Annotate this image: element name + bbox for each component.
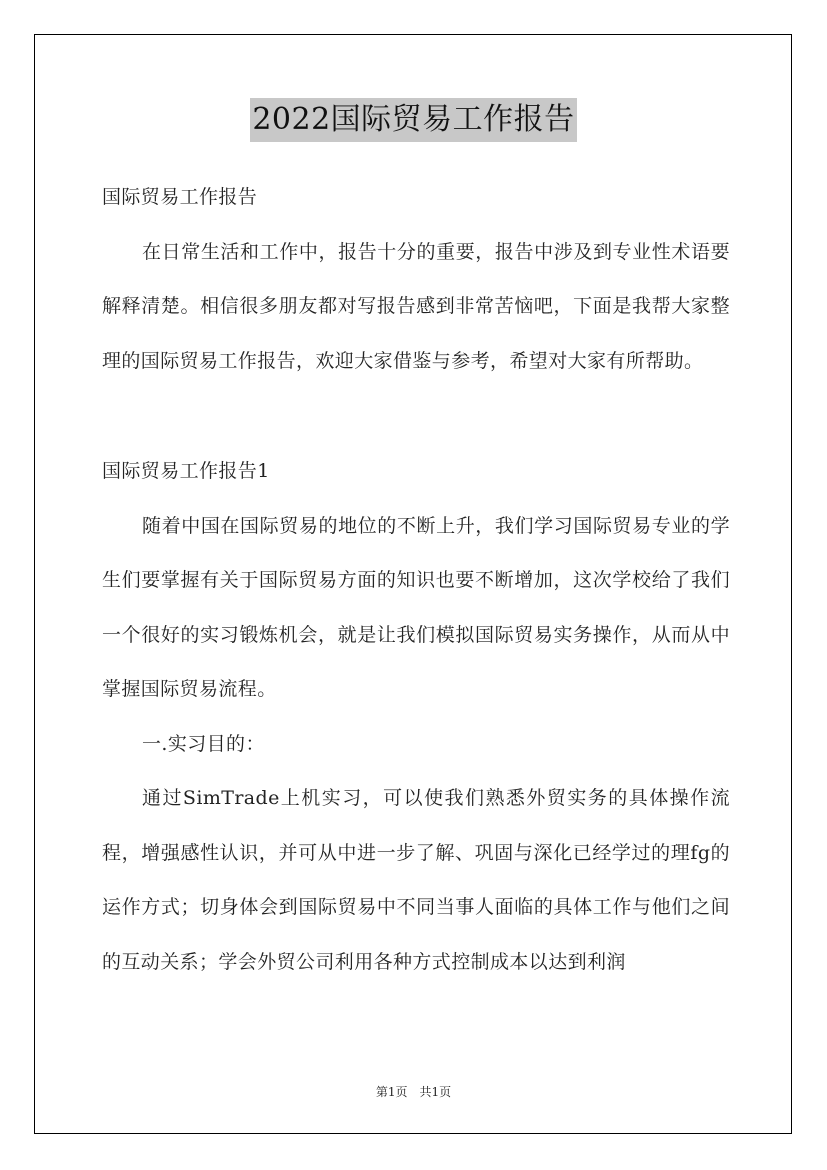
section1-heading: 国际贸易工作报告1: [102, 460, 270, 482]
title-container: [0, 98, 827, 142]
document-body: [102, 170, 730, 989]
paragraph-gap: [102, 388, 730, 444]
intro-heading: 国际贸易工作报告: [102, 186, 258, 208]
document-title: 2022国际贸易工作报告: [250, 98, 576, 142]
section1-paragraph: 随着中国在国际贸易的地位的不断上升，我们学习国际贸易专业的学生们要掌握有关于国际贸易方面的知识也要不断增加，这次学校给了我们一个很好的实习锻炼机会，就是让我们模拟国际贸易实务操作，从而从中掌握国际贸易流程。: [102, 514, 730, 700]
page-footer: 第1页 共1页: [375, 1085, 452, 1099]
purpose-paragraph: 通过SimTrade上机实习，可以使我们熟悉外贸实务的具体操作流程，增强感性认识，并可从中进一步了解、巩固与深化已经学过的理fg的运作方式；切身体会到国际贸易中不同当事人面临的具体工作与他们之间的互动关系；学会外贸公司利用各种方式控制成本以达到利润: [102, 787, 730, 973]
intro-paragraph: 在日常生活和工作中，报告十分的重要，报告中涉及到专业性术语要解释清楚。相信很多朋友都对写报告感到非常苦恼吧，下面是我帮大家整理的国际贸易工作报告，欢迎大家借鉴与参考，希望对大家有所帮助。: [102, 240, 730, 372]
purpose-subheading: 一.实习目的：: [142, 732, 265, 755]
